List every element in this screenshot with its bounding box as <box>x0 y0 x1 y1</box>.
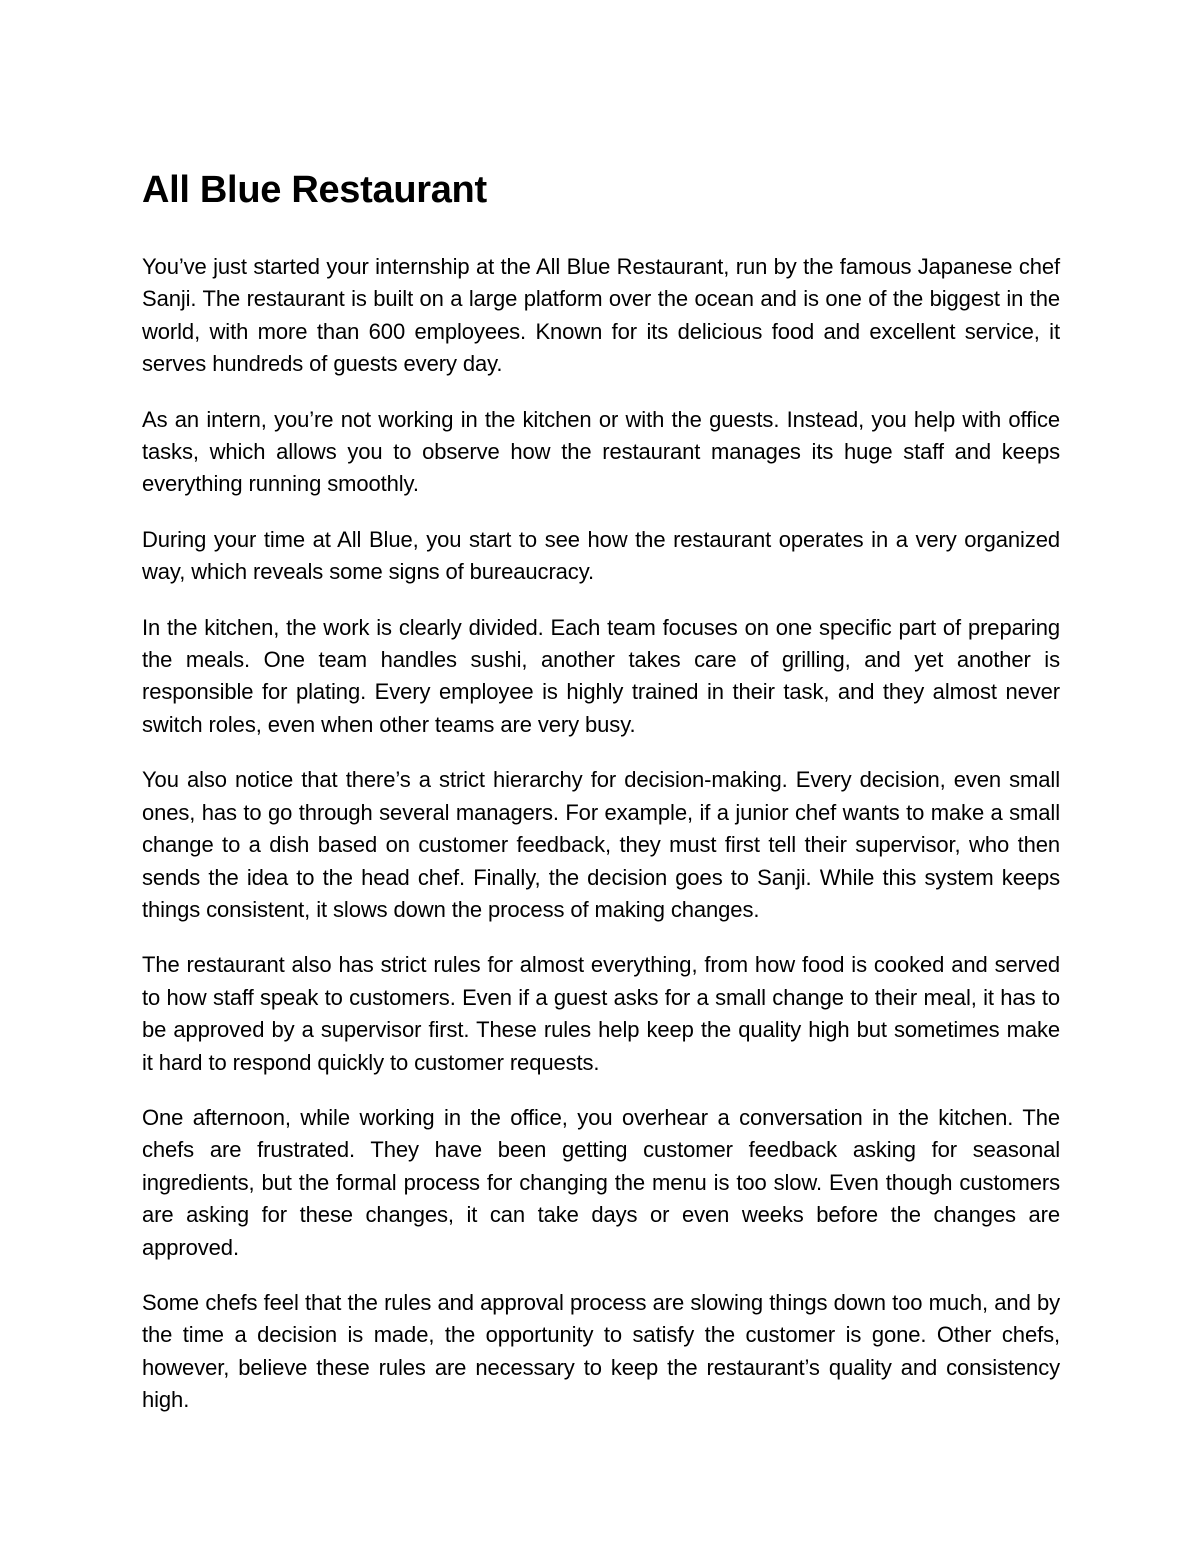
paragraph-division-of-labor: In the kitchen, the work is clearly divided. Each team focuses on one specific part of preparing the meals. One team handles sushi, another takes care of grilling, and yet another is responsible for plating. Every employee is highly trained in their task, and they almost never switch roles, even when other teams are very busy. <box>142 614 1060 737</box>
paragraph-chef-opinions: Some chefs feel that the rules and approval process are slowing things down too much, and by the time a decision is made, the opportunity to satisfy the customer is gone. Other chefs, however, believe these rules are necessary to keep the restaurant’s quality and consistency high. <box>142 1289 1060 1413</box>
document-body <box>142 168 1060 1417</box>
document-title: All Blue Restaurant <box>142 169 487 211</box>
paragraph-intro: You’ve just started your internship at the All Blue Restaurant, run by the famous Japanese chef Sanji. The restaurant is built on a large platform over the ocean and is one of the biggest in the world, with more than 600 employees. Known for its delicious food and excellent service, it serves hundreds of guests every day. <box>142 254 1060 377</box>
paragraph-kitchen-conversation: One afternoon, while working in the office, you overhear a conversation in the kitchen. The chefs are frustrated. They have been getting customer feedback asking for seasonal ingredients, but the formal process for changing the menu is too slow. Even though customers are asking for these changes, it can take days or even weeks before the changes are approved. <box>142 1104 1060 1260</box>
paragraph-intern-role: As an intern, you’re not working in the kitchen or with the guests. Instead, you help with office tasks, which allows you to observe how the restaurant manages its huge staff and keeps everything running smoothly. <box>142 406 1060 497</box>
paragraph-bureaucracy: During your time at All Blue, you start to see how the restaurant operates in a very organized way, which reveals some signs of bureaucracy. <box>142 526 1060 585</box>
paragraph-hierarchy: You also notice that there’s a strict hierarchy for decision-making. Every decision, even small ones, has to go through several managers. For example, if a junior chef wants to make a small change to a dish based on customer feedback, they must first tell their supervisor, who then sends the idea to the head chef. Finally, the decision goes to Sanji. While this system keeps things consistent, it slows down the process of making changes. <box>142 767 1060 922</box>
paragraph-rules: The restaurant also has strict rules for almost everything, from how food is cooked and served to how staff speak to customers. Even if a guest asks for a small change to their meal, it has to be approved by a supervisor first. These rules help keep the quality high but sometimes make it hard to respond quickly to customer requests. <box>142 952 1060 1075</box>
